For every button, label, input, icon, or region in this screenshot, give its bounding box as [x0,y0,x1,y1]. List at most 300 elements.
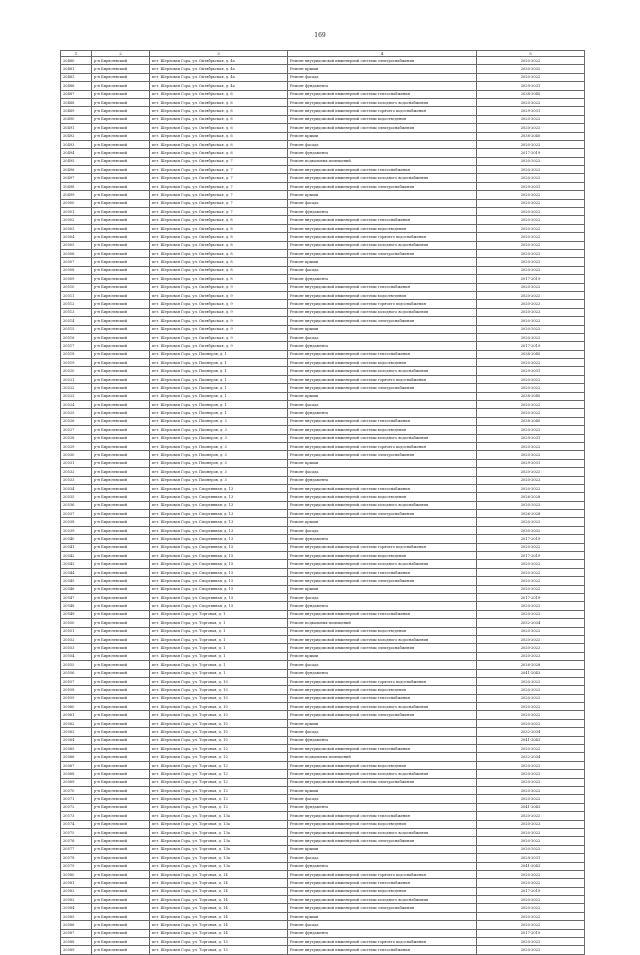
district-cell: р-н Бирюлевский [92,342,150,350]
period-cell: 2038-2040 [477,132,585,140]
row-number-cell: 20480 [61,57,92,65]
district-cell: р-н Бирюлевский [92,552,150,560]
work-type-cell: Ремонт внутридомовой инженерной системы водоотведения [288,820,477,828]
address-cell: пгт. Шерловая Гора, ул. Торговая, д. 1 [150,627,288,635]
address-cell: пгт. Шерловая Гора, ул. Пионеров, д. 3 [150,442,288,450]
period-cell: 2020-2022 [477,703,585,711]
address-cell: пгт. Шерловая Гора, ул. Торговая, д. 12 [150,803,288,811]
work-type-cell: Ремонт фасада [288,199,477,207]
period-cell: 2020-2022 [477,73,585,81]
address-cell: пгт. Шерловая Гора, ул. Пионеров, д. 1 [150,409,288,417]
address-cell: пгт. Шерловая Гора, ул. Октябрьская, д. 7 [150,174,288,182]
table-row [61,392,585,400]
table-row [61,417,585,425]
work-type-cell: Ремонт фундамента [288,82,477,90]
address-cell: пгт. Шерловая Гора, ул. Октябрьская, д. 8 [150,258,288,266]
table-row [61,283,585,291]
period-cell: 2020-2022 [477,224,585,232]
district-cell: р-н Бирюлевский [92,577,150,585]
period-cell: 2020-2022 [477,199,585,207]
row-number-cell: 20572 [61,803,92,811]
table-row [61,291,585,299]
period-cell: 2017-2019 [477,552,585,560]
row-number-cell: 20495 [61,157,92,165]
row-number-cell: 20492 [61,132,92,140]
work-type-cell: Ремонт внутридомовой инженерной системы холодного водоснабжения [288,367,477,375]
district-cell: р-н Бирюлевский [92,442,150,450]
table-row [61,241,585,249]
address-cell: пгт. Шерловая Гора, ул. Октябрьская, д. 6 [150,132,288,140]
district-cell: р-н Бирюлевский [92,854,150,862]
period-cell: 2020-2022 [477,812,585,820]
period-cell: 2020-2022 [477,568,585,576]
period-cell: 2020-2022 [477,518,585,526]
address-cell: пгт. Шерловая Гора, ул. Октябрьская, д. 6 [150,149,288,157]
work-type-cell: Ремонт фундамента [288,736,477,744]
district-cell: р-н Бирюлевский [92,585,150,593]
row-number-cell: 20511 [61,291,92,299]
table-row [61,644,585,652]
address-cell: пгт. Шерловая Гора, ул. Торговая, д. 13а [150,812,288,820]
district-cell: р-н Бирюлевский [92,166,150,174]
address-cell: пгт. Шерловая Гора, ул. Октябрьская, д. 7 [150,166,288,174]
period-cell: 2030-2032 [477,65,585,73]
table-row [61,493,585,501]
district-cell: р-н Бирюлевский [92,300,150,308]
period-cell: 2020-2022 [477,543,585,551]
table-row [61,938,585,946]
period-cell: 2030-2032 [477,526,585,534]
period-cell: 2017-2019 [477,149,585,157]
work-type-cell: Ремонт крыши [288,132,477,140]
row-number-cell: 20556 [61,669,92,677]
district-cell: р-н Бирюлевский [92,770,150,778]
work-type-cell: Ремонт крыши [288,845,477,853]
period-cell: 2017-2019 [477,342,585,350]
row-number-cell: 20522 [61,384,92,392]
period-cell: 2020-2022 [477,241,585,249]
table-row [61,140,585,148]
period-cell: 2026-2028 [477,493,585,501]
table-row [61,401,585,409]
work-type-cell: Ремонт внутридомовой инженерной системы теплоснабжения [288,812,477,820]
district-cell: р-н Бирюлевский [92,115,150,123]
row-number-cell: 20487 [61,90,92,98]
district-cell: р-н Бирюлевский [92,778,150,786]
period-cell: 2020-2022 [477,451,585,459]
table-row [61,761,585,769]
address-cell: пгт. Шерловая Гора, ул. Торговая, д. 1 [150,669,288,677]
period-cell: 2020-2022 [477,249,585,257]
address-cell: пгт. Шерловая Гора, ул. Октябрьская, д. 6 [150,90,288,98]
row-number-cell: 20583 [61,896,92,904]
district-cell: р-н Бирюлевский [92,845,150,853]
work-type-cell: Ремонт внутридомовой инженерной системы теплоснабжения [288,946,477,954]
address-cell: пгт. Шерловая Гора, ул. Торговая, д. 10 [150,677,288,685]
period-cell: 2020-2022 [477,778,585,786]
period-cell: 2020-2022 [477,845,585,853]
table-row [61,107,585,115]
table-row [61,594,585,602]
district-cell: р-н Бирюлевский [92,543,150,551]
table-row [61,568,585,576]
work-type-cell: Ремонт внутридомовой инженерной системы холодного водоснабжения [288,560,477,568]
work-type-cell: Ремонт внутридомовой инженерной системы горячего водоснабжения [288,938,477,946]
table-row [61,132,585,140]
row-number-cell: 20539 [61,526,92,534]
period-cell: 2020-2022 [477,501,585,509]
period-cell: 2020-2022 [477,333,585,341]
district-cell: р-н Бирюлевский [92,820,150,828]
table-row [61,745,585,753]
address-cell: пгт. Шерловая Гора, ул. Пионеров, д. 1 [150,392,288,400]
work-type-cell: Ремонт внутридомовой инженерной системы холодного водоснабжения [288,501,477,509]
period-cell: 2020-2022 [477,770,585,778]
address-cell: пгт. Шерловая Гора, ул. Октябрьская, д. 7 [150,199,288,207]
table-row [61,166,585,174]
work-type-cell: Ремонт внутридомовой инженерной системы теплоснабжения [288,568,477,576]
district-cell: р-н Бирюлевский [92,224,150,232]
district-cell: р-н Бирюлевский [92,266,150,274]
table-row [61,208,585,216]
work-type-cell: Ремонт внутридомовой инженерной системы электроснабжения [288,644,477,652]
district-cell: р-н Бирюлевский [92,921,150,929]
period-cell: 2017-2019 [477,594,585,602]
address-cell: пгт. Шерловая Гора, ул. Спортивная, д. 15 [150,552,288,560]
period-cell: 2020-2022 [477,174,585,182]
address-cell: пгт. Шерловая Гора, ул. Октябрьская, д. 7 [150,157,288,165]
work-type-cell: Ремонт внутридомовой инженерной системы водоотведения [288,552,477,560]
work-type-cell: Ремонт фасада [288,401,477,409]
period-cell: 2020-2022 [477,585,585,593]
address-cell: пгт. Шерловая Гора, ул. Пионеров, д. 3 [150,451,288,459]
row-number-cell: 20579 [61,862,92,870]
row-number-cell: 20507 [61,258,92,266]
address-cell: пгт. Шерловая Гора, ул. Октябрьская, д. 7 [150,191,288,199]
district-cell: р-н Бирюлевский [92,375,150,383]
row-number-cell: 20490 [61,115,92,123]
address-cell: пгт. Шерловая Гора, ул. Октябрьская, д. 4а [150,82,288,90]
work-type-cell: Ремонт внутридомовой инженерной системы водоотведения [288,761,477,769]
table-row [61,585,585,593]
row-number-cell: 20544 [61,568,92,576]
address-cell: пгт. Шерловая Гора, ул. Торговая, д. 12 [150,745,288,753]
address-cell: пгт. Шерловая Гора, ул. Октябрьская, д. 6 [150,140,288,148]
row-number-cell: 20496 [61,166,92,174]
work-type-cell: Ремонт фасада [288,854,477,862]
table-row [61,736,585,744]
work-type-cell: Ремонт крыши [288,912,477,920]
period-cell: 2020-2022 [477,401,585,409]
work-type-cell: Ремонт крыши [288,191,477,199]
row-number-cell: 20486 [61,82,92,90]
row-number-cell: 20528 [61,434,92,442]
work-type-cell: Ремонт внутридомовой инженерной системы электроснабжения [288,577,477,585]
district-cell: р-н Бирюлевский [92,57,150,65]
row-number-cell: 20521 [61,375,92,383]
period-cell: 2020-2022 [477,124,585,132]
address-cell: пгт. Шерловая Гора, ул. Октябрьская, д. 9 [150,283,288,291]
period-cell: 2020-2022 [477,677,585,685]
address-cell: пгт. Шерловая Гора, ул. Пионеров, д. 1 [150,359,288,367]
address-cell: пгт. Шерловая Гора, ул. Спортивная, д. 15 [150,560,288,568]
address-cell: пгт. Шерловая Гора, ул. Спортивная, д. 15 [150,568,288,576]
district-cell: р-н Бирюлевский [92,938,150,946]
work-type-cell: Ремонт внутридомовой инженерной системы горячего водоснабжения [288,870,477,878]
table-row [61,577,585,585]
period-cell: 2020-2022 [477,745,585,753]
period-cell: 2020-2022 [477,375,585,383]
table-row [61,367,585,375]
period-cell: 2029-2031 [477,434,585,442]
table-row [61,929,585,937]
period-cell: 2020-2022 [477,560,585,568]
period-cell: 2020-2022 [477,484,585,492]
work-type-cell: Ремонт фасада [288,333,477,341]
period-cell: 2020-2022 [477,694,585,702]
district-cell: р-н Бирюлевский [92,736,150,744]
work-type-cell: Ремонт внутридомовой инженерной системы водоотведения [288,627,477,635]
table-row [61,73,585,81]
work-type-cell: Ремонт фундамента [288,409,477,417]
address-cell: пгт. Шерловая Гора, ул. Октябрьская, д. 8 [150,233,288,241]
period-cell: 2029-2031 [477,82,585,90]
row-number-cell: 20514 [61,317,92,325]
address-cell: пгт. Шерловая Гора, ул. Октябрьская, д. 4а [150,57,288,65]
period-cell: 2020-2022 [477,711,585,719]
row-number-cell: 20554 [61,652,92,660]
table-row [61,694,585,702]
row-number-cell: 20568 [61,770,92,778]
table-row [61,434,585,442]
period-cell: 2041-2043 [477,669,585,677]
address-cell: пгт. Шерловая Гора, ул. Торговая, д. 14 [150,887,288,895]
table-row [61,661,585,669]
work-type-cell: Ремонт фундамента [288,803,477,811]
district-cell: р-н Бирюлевский [92,182,150,190]
work-type-cell: Ремонт внутридомовой инженерной системы холодного водоснабжения [288,241,477,249]
table-row [61,115,585,123]
work-type-cell: Ремонт внутридомовой инженерной системы водоотведения [288,115,477,123]
address-cell: пгт. Шерловая Гора, ул. Октябрьская, д. 4а [150,73,288,81]
work-type-cell: Ремонт крыши [288,518,477,526]
district-cell: р-н Бирюлевский [92,887,150,895]
address-cell: пгт. Шерловая Гора, ул. Октябрьская, д. 7 [150,208,288,216]
district-cell: р-н Бирюлевский [92,594,150,602]
row-number-cell: 20535 [61,493,92,501]
district-cell: р-н Бирюлевский [92,107,150,115]
row-number-cell: 20503 [61,224,92,232]
table-row [61,258,585,266]
period-cell: 2017-2019 [477,929,585,937]
address-cell: пгт. Шерловая Гора, ул. Торговая, д. 13а [150,862,288,870]
period-cell: 2038-2040 [477,392,585,400]
work-type-cell: Ремонт фасада [288,661,477,669]
table-row [61,526,585,534]
work-type-cell: Ремонт внутридомовой инженерной системы горячего водоснабжения [288,543,477,551]
table-row [61,174,585,182]
period-cell: 2020-2022 [477,166,585,174]
work-type-cell: Ремонт внутридомовой инженерной системы холодного водоснабжения [288,434,477,442]
table-row [61,602,585,610]
table-row [61,518,585,526]
work-type-cell: Ремонт фасада [288,140,477,148]
work-type-cell: Ремонт внутридомовой инженерной системы электроснабжения [288,711,477,719]
address-cell: пгт. Шерловая Гора, ул. Спортивная, д. 15 [150,577,288,585]
district-cell: р-н Бирюлевский [92,560,150,568]
district-cell: р-н Бирюлевский [92,191,150,199]
work-type-cell: Ремонт фасада [288,921,477,929]
table-row [61,266,585,274]
row-number-cell: 20586 [61,921,92,929]
period-cell: 2032-2034 [477,619,585,627]
address-cell: пгт. Шерловая Гора, ул. Октябрьская, д. 7 [150,182,288,190]
district-cell: р-н Бирюлевский [92,417,150,425]
table-row [61,82,585,90]
row-number-cell: 20570 [61,786,92,794]
address-cell: пгт. Шерловая Гора, ул. Пионеров, д. 1 [150,367,288,375]
row-number-cell: 20530 [61,451,92,459]
row-number-cell: 20491 [61,124,92,132]
work-type-cell: Ремонт внутридомовой инженерной системы горячего водоснабжения [288,107,477,115]
district-cell: р-н Бирюлевский [92,199,150,207]
work-type-cell: Ремонт крыши [288,258,477,266]
table-row [61,870,585,878]
row-number-cell: 20532 [61,468,92,476]
work-type-cell: Ремонт внутридомовой инженерной системы теплоснабжения [288,166,477,174]
row-number-cell: 20488 [61,98,92,106]
address-cell: пгт. Шерловая Гора, ул. Октябрьская, д. 6 [150,115,288,123]
page-number: 169 [314,32,326,39]
address-cell: пгт. Шерловая Гора, ул. Торговая, д. 10 [150,703,288,711]
row-number-cell: 20508 [61,266,92,274]
period-cell: 2020-2022 [477,157,585,165]
table-row [61,98,585,106]
address-cell: пгт. Шерловая Гора, ул. Торговая, д. 14 [150,879,288,887]
district-cell: р-н Бирюлевский [92,65,150,73]
work-type-cell: Ремонт крыши [288,392,477,400]
table-row [61,828,585,836]
district-cell: р-н Бирюлевский [92,602,150,610]
work-type-cell: Ремонт внутридомовой инженерной системы холодного водоснабжения [288,896,477,904]
work-type-cell: Ремонт фундамента [288,208,477,216]
row-number-cell: 20558 [61,686,92,694]
row-number-cell: 20545 [61,577,92,585]
row-number-cell: 20500 [61,199,92,207]
address-cell: пгт. Шерловая Гора, ул. Торговая, д. 14 [150,929,288,937]
period-cell: 2020-2022 [477,627,585,635]
table-row [61,610,585,618]
period-cell: 2020-2022 [477,644,585,652]
table-row [61,149,585,157]
work-type-cell: Ремонт внутридомовой инженерной системы горячего водоснабжения [288,442,477,450]
register-table [60,50,585,955]
work-type-cell: Ремонт подвальных помещений [288,753,477,761]
address-cell: пгт. Шерловая Гора, ул. Торговая, д. 14 [150,904,288,912]
period-cell: 2020-2022 [477,140,585,148]
district-cell: р-н Бирюлевский [92,308,150,316]
period-cell: 2020-2022 [477,283,585,291]
table-row [61,157,585,165]
address-cell: пгт. Шерловая Гора, ул. Октябрьская, д. 8 [150,266,288,274]
row-number-cell: 20509 [61,275,92,283]
district-cell: р-н Бирюлевский [92,140,150,148]
period-cell: 2020-2022 [477,325,585,333]
period-cell: 2041-2043 [477,803,585,811]
district-cell: р-н Бирюлевский [92,233,150,241]
district-cell: р-н Бирюлевский [92,392,150,400]
work-type-cell: Ремонт внутридомовой инженерной системы холодного водоснабжения [288,174,477,182]
row-number-cell: 20557 [61,677,92,685]
table-row [61,837,585,845]
row-number-cell: 20581 [61,879,92,887]
address-cell: пгт. Шерловая Гора, ул. Пионеров, д. 1 [150,375,288,383]
period-cell: 2020-2022 [477,308,585,316]
row-number-cell: 20551 [61,627,92,635]
row-number-cell: 20524 [61,401,92,409]
row-number-cell: 20526 [61,417,92,425]
district-cell: р-н Бирюлевский [92,325,150,333]
table-row [61,770,585,778]
district-cell: р-н Бирюлевский [92,317,150,325]
period-cell: 2026-2028 [477,661,585,669]
address-cell: пгт. Шерловая Гора, ул. Торговая, д. 10 [150,686,288,694]
row-number-cell: 20531 [61,459,92,467]
work-type-cell: Ремонт внутридомовой инженерной системы водоотведения [288,887,477,895]
table-row [61,510,585,518]
table-row [61,921,585,929]
work-type-cell: Ремонт крыши [288,652,477,660]
row-number-cell: 20550 [61,619,92,627]
district-cell: р-н Бирюлевский [92,728,150,736]
district-cell: р-н Бирюлевский [92,275,150,283]
period-cell: 2041-2043 [477,736,585,744]
district-cell: р-н Бирюлевский [92,476,150,484]
period-cell: 2020-2022 [477,786,585,794]
table-row [61,719,585,727]
district-cell: р-н Бирюлевский [92,803,150,811]
work-type-cell: Ремонт внутридомовой инженерной системы горячего водоснабжения [288,300,477,308]
address-cell: пгт. Шерловая Гора, ул. Торговая, д. 10 [150,711,288,719]
table-row [61,468,585,476]
district-cell: р-н Бирюлевский [92,904,150,912]
row-number-cell: 20518 [61,350,92,358]
table-row [61,677,585,685]
row-number-cell: 20576 [61,837,92,845]
address-cell: пгт. Шерловая Гора, ул. Спортивная, д. 13 [150,510,288,518]
row-number-cell: 20561 [61,711,92,719]
address-cell: пгт. Шерловая Гора, ул. Спортивная, д. 15 [150,602,288,610]
period-cell: 2038-2040 [477,417,585,425]
work-type-cell: Ремонт внутридомовой инженерной системы электроснабжения [288,510,477,518]
row-number-cell: 20546 [61,585,92,593]
row-number-cell: 20493 [61,140,92,148]
table-row [61,409,585,417]
work-type-cell: Ремонт внутридомовой инженерной системы холодного водоснабжения [288,828,477,836]
district-cell: р-н Бирюлевский [92,870,150,878]
table-row [61,753,585,761]
period-cell: 2020-2022 [477,384,585,392]
row-number-cell: 20538 [61,518,92,526]
district-cell: р-н Бирюлевский [92,124,150,132]
district-cell: р-н Бирюлевский [92,367,150,375]
row-number-cell: 20585 [61,912,92,920]
table-row [61,359,585,367]
address-cell: пгт. Шерловая Гора, ул. Пионеров, д. 1 [150,384,288,392]
address-cell: пгт. Шерловая Гора, ул. Спортивная, д. 13 [150,518,288,526]
period-cell: 2020-2022 [477,300,585,308]
row-number-cell: 20567 [61,761,92,769]
